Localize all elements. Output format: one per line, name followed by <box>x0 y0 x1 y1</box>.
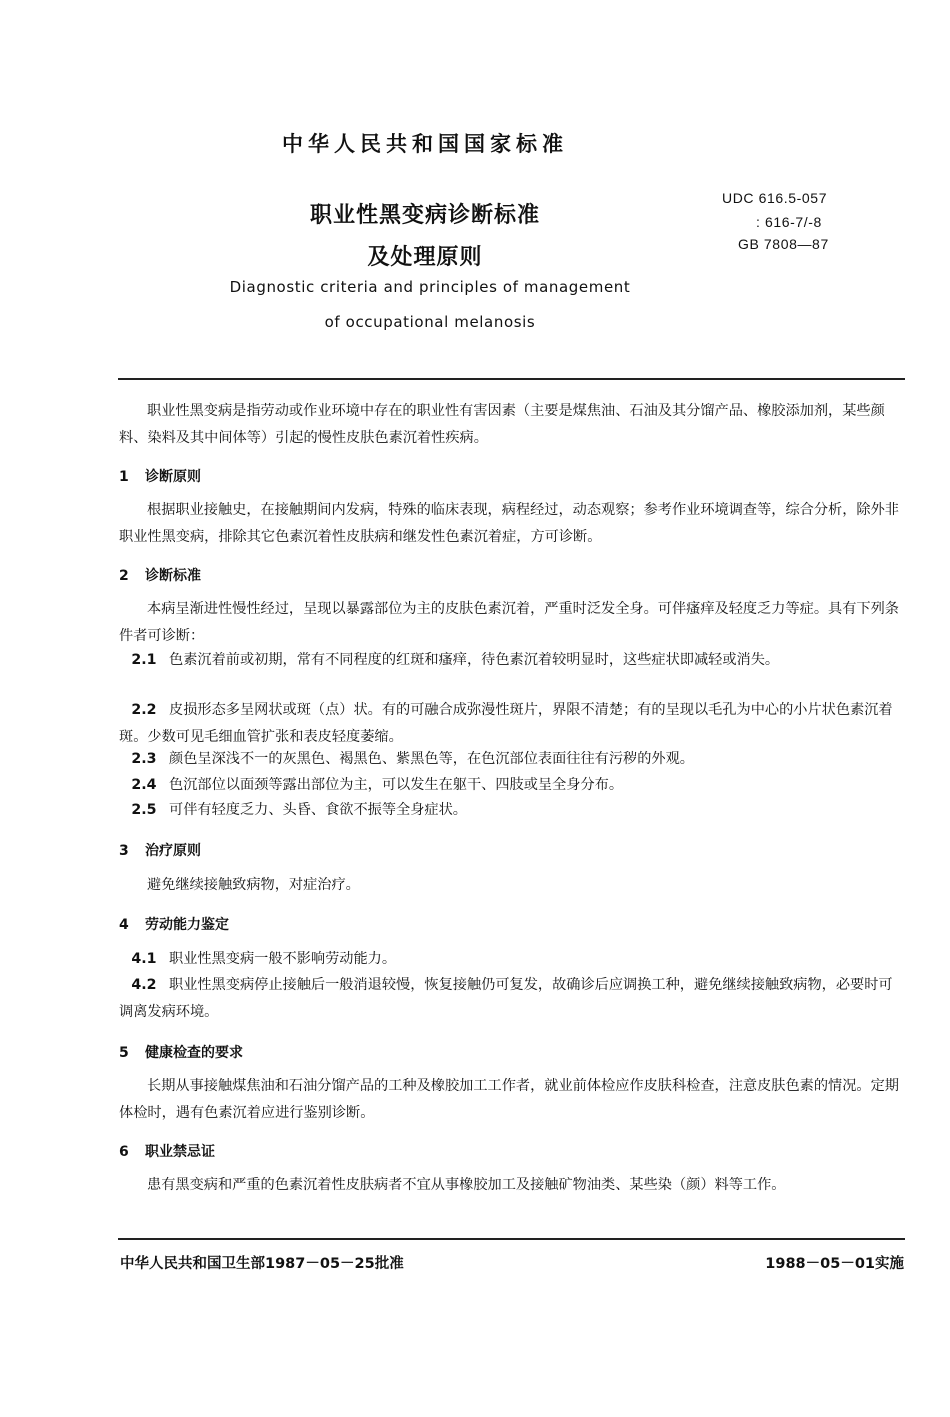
list-item-2-3: 2.3 颜色呈深浅不一的灰黑色、褐黑色、紫黑色等，在色沉部位表面往往有污秽的外观。 <box>131 751 694 767</box>
section-heading-2: 2 诊断标准 <box>119 568 201 584</box>
section-6-paragraph: 患有黑变病和严重的色素沉着性皮肤病者不宜从事橡胶加工及接触矿物油类、某些染（颜）料等工作。 <box>147 1177 786 1193</box>
list-item-4-2: 4.2 职业性黑变病停止接触后一般消退较慢，恢复接触仍可复发，故确诊后应调换工种，避免继续接触致病物，必要时可调离发病环境。 <box>119 977 893 1020</box>
udc-code: UDC 616.5-057 <box>722 190 828 206</box>
list-item-2-1: 2.1 色素沉着前或初期，常有不同程度的红斑和瘙痒，待色素沉着较明显时，这些症状即减轻或消失。 <box>131 652 780 668</box>
approval-date: 中华人民共和国卫生部1987－05－25批准 <box>120 1256 404 1272</box>
document-header-title: 中华人民共和国国家标准 <box>282 132 568 156</box>
udc-code-secondary: : 616-7/-8 <box>756 214 822 230</box>
section-5-paragraph: 长期从事接触煤焦油和石油分馏产品的工种及橡胶加工工作者，就业前体检应作皮肤科检查，注意皮肤色素的情况。定期体检时，遇有色素沉着应进行鉴别诊断。 <box>119 1078 899 1121</box>
section-2-paragraph: 本病呈渐进性慢性经过，呈现以暴露部位为主的皮肤色素沉着，严重时泛发全身。可伴瘙痒及轻度乏力等症。具有下列条件者可诊断： <box>119 601 899 644</box>
document-title-line-2: 及处理原则 <box>367 245 483 270</box>
section-3-paragraph: 避免继续接触致病物，对症治疗。 <box>147 877 360 893</box>
gb-standard-number: GB 7808—87 <box>738 236 829 252</box>
english-title-line-2: of occupational melanosis <box>324 313 536 331</box>
effective-date: 1988－05－01实施 <box>765 1256 904 1272</box>
section-heading-5: 5 健康检查的要求 <box>119 1045 243 1061</box>
list-item-2-2: 2.2 皮损形态多呈网状或斑（点）状。有的可融合成弥漫性斑片，界限不清楚；有的呈现以毛孔为中心的小片状色素沉着斑。少数可见毛细血管扩张和表皮轻度萎缩。 <box>119 702 893 745</box>
list-item-2-5: 2.5 可伴有轻度乏力、头昏、食欲不振等全身症状。 <box>131 802 467 818</box>
section-heading-4: 4 劳动能力鉴定 <box>119 917 229 933</box>
english-title-line-1: Diagnostic criteria and principles of management <box>229 278 631 296</box>
intro-paragraph: 职业性黑变病是指劳动或作业环境中存在的职业性有害因素（主要是煤焦油、石油及其分馏产品、橡胶添加剂，某些颜料、染料及其中间体等）引起的慢性皮肤色素沉着性疾病。 <box>119 403 885 446</box>
section-heading-3: 3 治疗原则 <box>119 843 201 859</box>
document-title-line-1: 职业性黑变病诊断标准 <box>309 203 540 228</box>
section-heading-6: 6 职业禁忌证 <box>119 1144 215 1160</box>
section-heading-1: 1 诊断原则 <box>119 469 201 485</box>
section-1-paragraph: 根据职业接触史，在接触期间内发病，特殊的临床表现，病程经过，动态观察；参考作业环境调查等，综合分析，除外非职业性黑变病，排除其它色素沉着性皮肤病和继发性色素沉着症，方可诊断。 <box>119 502 899 545</box>
list-item-2-4: 2.4 色沉部位以面颈等露出部位为主，可以发生在躯干、四肢或呈全身分布。 <box>131 777 624 793</box>
list-item-4-1: 4.1 职业性黑变病一般不影响劳动能力。 <box>131 951 397 967</box>
header-divider <box>118 378 905 380</box>
footer-divider <box>118 1238 905 1240</box>
